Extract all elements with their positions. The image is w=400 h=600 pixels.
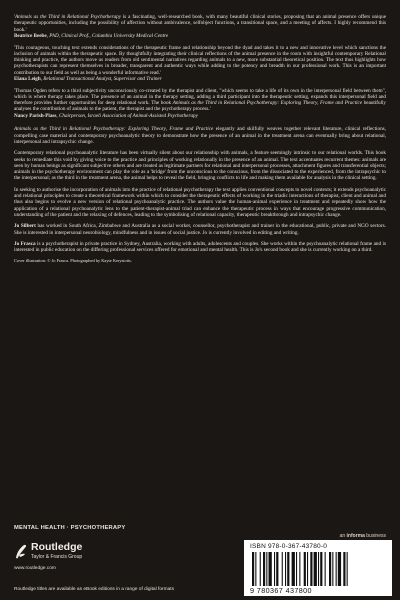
barcode-bar (252, 552, 254, 586)
barcode-bar (310, 552, 312, 586)
barcode-number: 9 780367 437800 (250, 586, 312, 595)
barcode-bar (285, 552, 286, 586)
barcode-bar (255, 552, 256, 586)
endorsement-1-attribution: Beatrice Beebe, PhD, Clinical Prof., Columbia University Medical Centre (14, 33, 169, 40)
barcode-bar (274, 552, 275, 586)
publisher-group: Taylor & Francis Group (31, 554, 83, 560)
barcode-bar (266, 552, 267, 586)
barcode-bar (343, 552, 345, 586)
barcode-bar (269, 552, 272, 586)
author-bio-frasca: Jo Frasca is a psychotherapist in private practice in Sydney, Australia, working with adults, adolescents and couples. She works within the psychoanalytic relational frame and is interested in public education on the differing professional services offered for emotional and mental health. This is Jo's second book and she is currently working on a third. (14, 240, 386, 254)
barcode (250, 552, 386, 586)
barcode-bar (336, 552, 337, 586)
barcode-bar (318, 552, 319, 586)
informa-business-label: an informa business (339, 533, 386, 539)
endorsement-3: 'Thomas Ogden refers to a third subjectivity unconsciously co-created by the therapist and client, "which seems to take a life of its own in the interpersonal field between them", which is where therapy takes place. The presence of an animal in the therapy setting, adding a third participant into the therapeutic setting, expands this interpersonal field and therefore provides further opportunities for deep relational work. The book Animals as the Third in Relational Psychotherapy: Exploring Theory, Frame and Practice beautifully analyses the contribution of animals to the patient, the therapist and the psychotherapy process.' (14, 87, 386, 113)
barcode-bar (276, 552, 278, 586)
author-bio-silbert: Jo Silbert has worked in South Africa, Zimbabwe and Australia as a social worker, counsellor, psychotherapist and trainer in the educational, public, private and NGO sectors. She is interested in interpersonal neurobiology, mindfulness and in issues of social justice. Jo is currently involved in editing and writing. (14, 223, 386, 236)
endorsement-2: 'This courageous, touching text extends considerations of the therapeutic frame and relationship beyond the dyad and takes it to a new and innovative level which sanctions the inclusion of animals within the therapeutic space. By thoughtfully integrating their clinical reflections of the animal presence in the room with insightful contemporary Relational thinking and practice, the authors move us readers from old sentimental narratives regarding animals to a new, more substantial theoretical position. The text thus highlights how psychotherapists can represent themselves in broader, transparent and authentic ways while adding to the potency and breadth in our professional work. This is an important contribution to our field as well as being a wonderful informative read.' (14, 44, 386, 76)
barcode-bar (320, 552, 322, 586)
description-paragraph-1: Contemporary relational psychoanalytic literature has been virtually silent about our relationship with animals, a feature seemingly intrinsic to our relational worlds. This book seeks to remediate this void by giving voice to the practice and principles of working relationally in the presence of an animal. The text accentuates recurrent themes: animals are seen by human beings as significant subjective others and are treated as legitimate partners for relational and interpersonal processes, attachment figures and transferential objects; animals in the psychotherapy environment can play the role as a 'bridge' from the unconscious to the conscious, from the dissociated to the experienced, from the intrapsychic to the interpersonal; as the third in the treatment arena, the animal helps to reveal the field, bringing conflicts to life and making them available for analysis in the clinical setting. (14, 150, 386, 182)
barcode-bar (287, 552, 289, 586)
barcode-panel (244, 540, 392, 596)
barcode-bar (296, 552, 297, 586)
endorsement-3-attribution: Nancy Parish-Plass, Chairperson, Israeli Association of Animal-Assisted Psychotherapy (14, 113, 198, 120)
endorsement-1: 'Animals as the Third in Relational Psychotherapy is a fascinating, well-researched book, with many beautiful clinical stories, proposing that an animal presence offers unique therapeutic opportunities, including the possibility of affection without ambivalence, selfobject functions, a transitional space, and a meeting of affects. I highly recommend this book.' (14, 14, 386, 33)
barcode-bar (304, 552, 306, 586)
barcode-bar (307, 552, 308, 586)
barcode-bar (260, 552, 261, 586)
routledge-logo-icon (14, 542, 28, 560)
cover-credit: Cover illustration: © Jo Frasca. Photographed by Kayte Kerystotis. (14, 258, 132, 264)
isbn-label: ISBN 978-0-367-43780-0 (250, 543, 328, 550)
barcode-bar (282, 552, 283, 586)
ebook-footer: Routledge titles are available as eBook editions in a range of digital formats (14, 587, 174, 592)
barcode-bar (325, 552, 326, 586)
barcode-bar (299, 552, 300, 586)
barcode-bar (314, 552, 317, 586)
intro-paragraph: Animals as the Third in Relational Psychotherapy: Exploring Theory, Frame and Practice elegantly and skilfully weaves together relevant literature, clinical reflections, compelling case material and contemporary psychoanalytic theory to demonstrate how the presence of an animal in the treatment arena can eventually bring about relational, interpersonal and intrapsychic change. (14, 126, 386, 145)
barcode-bar (338, 552, 341, 586)
barcode-bar (329, 552, 331, 586)
barcode-bar (263, 552, 265, 586)
endorsement-2-attribution: Elana Leigh, Relational Transactional Analyst, Supervisor and Trainer (14, 76, 162, 83)
back-cover-text (14, 14, 386, 264)
description-paragraph-2: In seeking to authorise the incorporation of animals into the practice of relational psychotherapy the text applies conventional concepts to novel contexts; it extends psychoanalytic and relational principles to create a theoretical framework within which to consider the therapeutic effects of working in the triadic interactions of therapist, client and animal and thus also begins to evolve a new version of relational psychoanalytic practice. The authors value the human-animal experience in treatment and repeatedly show how the application of a relational psychoanalytic lens to the patient-therapist-animal triad can enhance the therapeutic process in ways that encourage progressive communication, understanding of the patient and the relaxing of defences, leading to the symbolising of relational capacity, therapeutic breakthrough and intrapsychic change. (14, 186, 386, 218)
publisher-name: Routledge (31, 541, 83, 553)
publisher-website: www.routledge.com (14, 566, 56, 571)
barcode-bar (332, 552, 333, 586)
barcode-bar (292, 552, 295, 586)
subject-categories: MENTAL HEALTH · PSYCHOTHERAPY (14, 525, 126, 531)
routledge-logo (14, 540, 94, 564)
barcode-bar (347, 552, 348, 586)
